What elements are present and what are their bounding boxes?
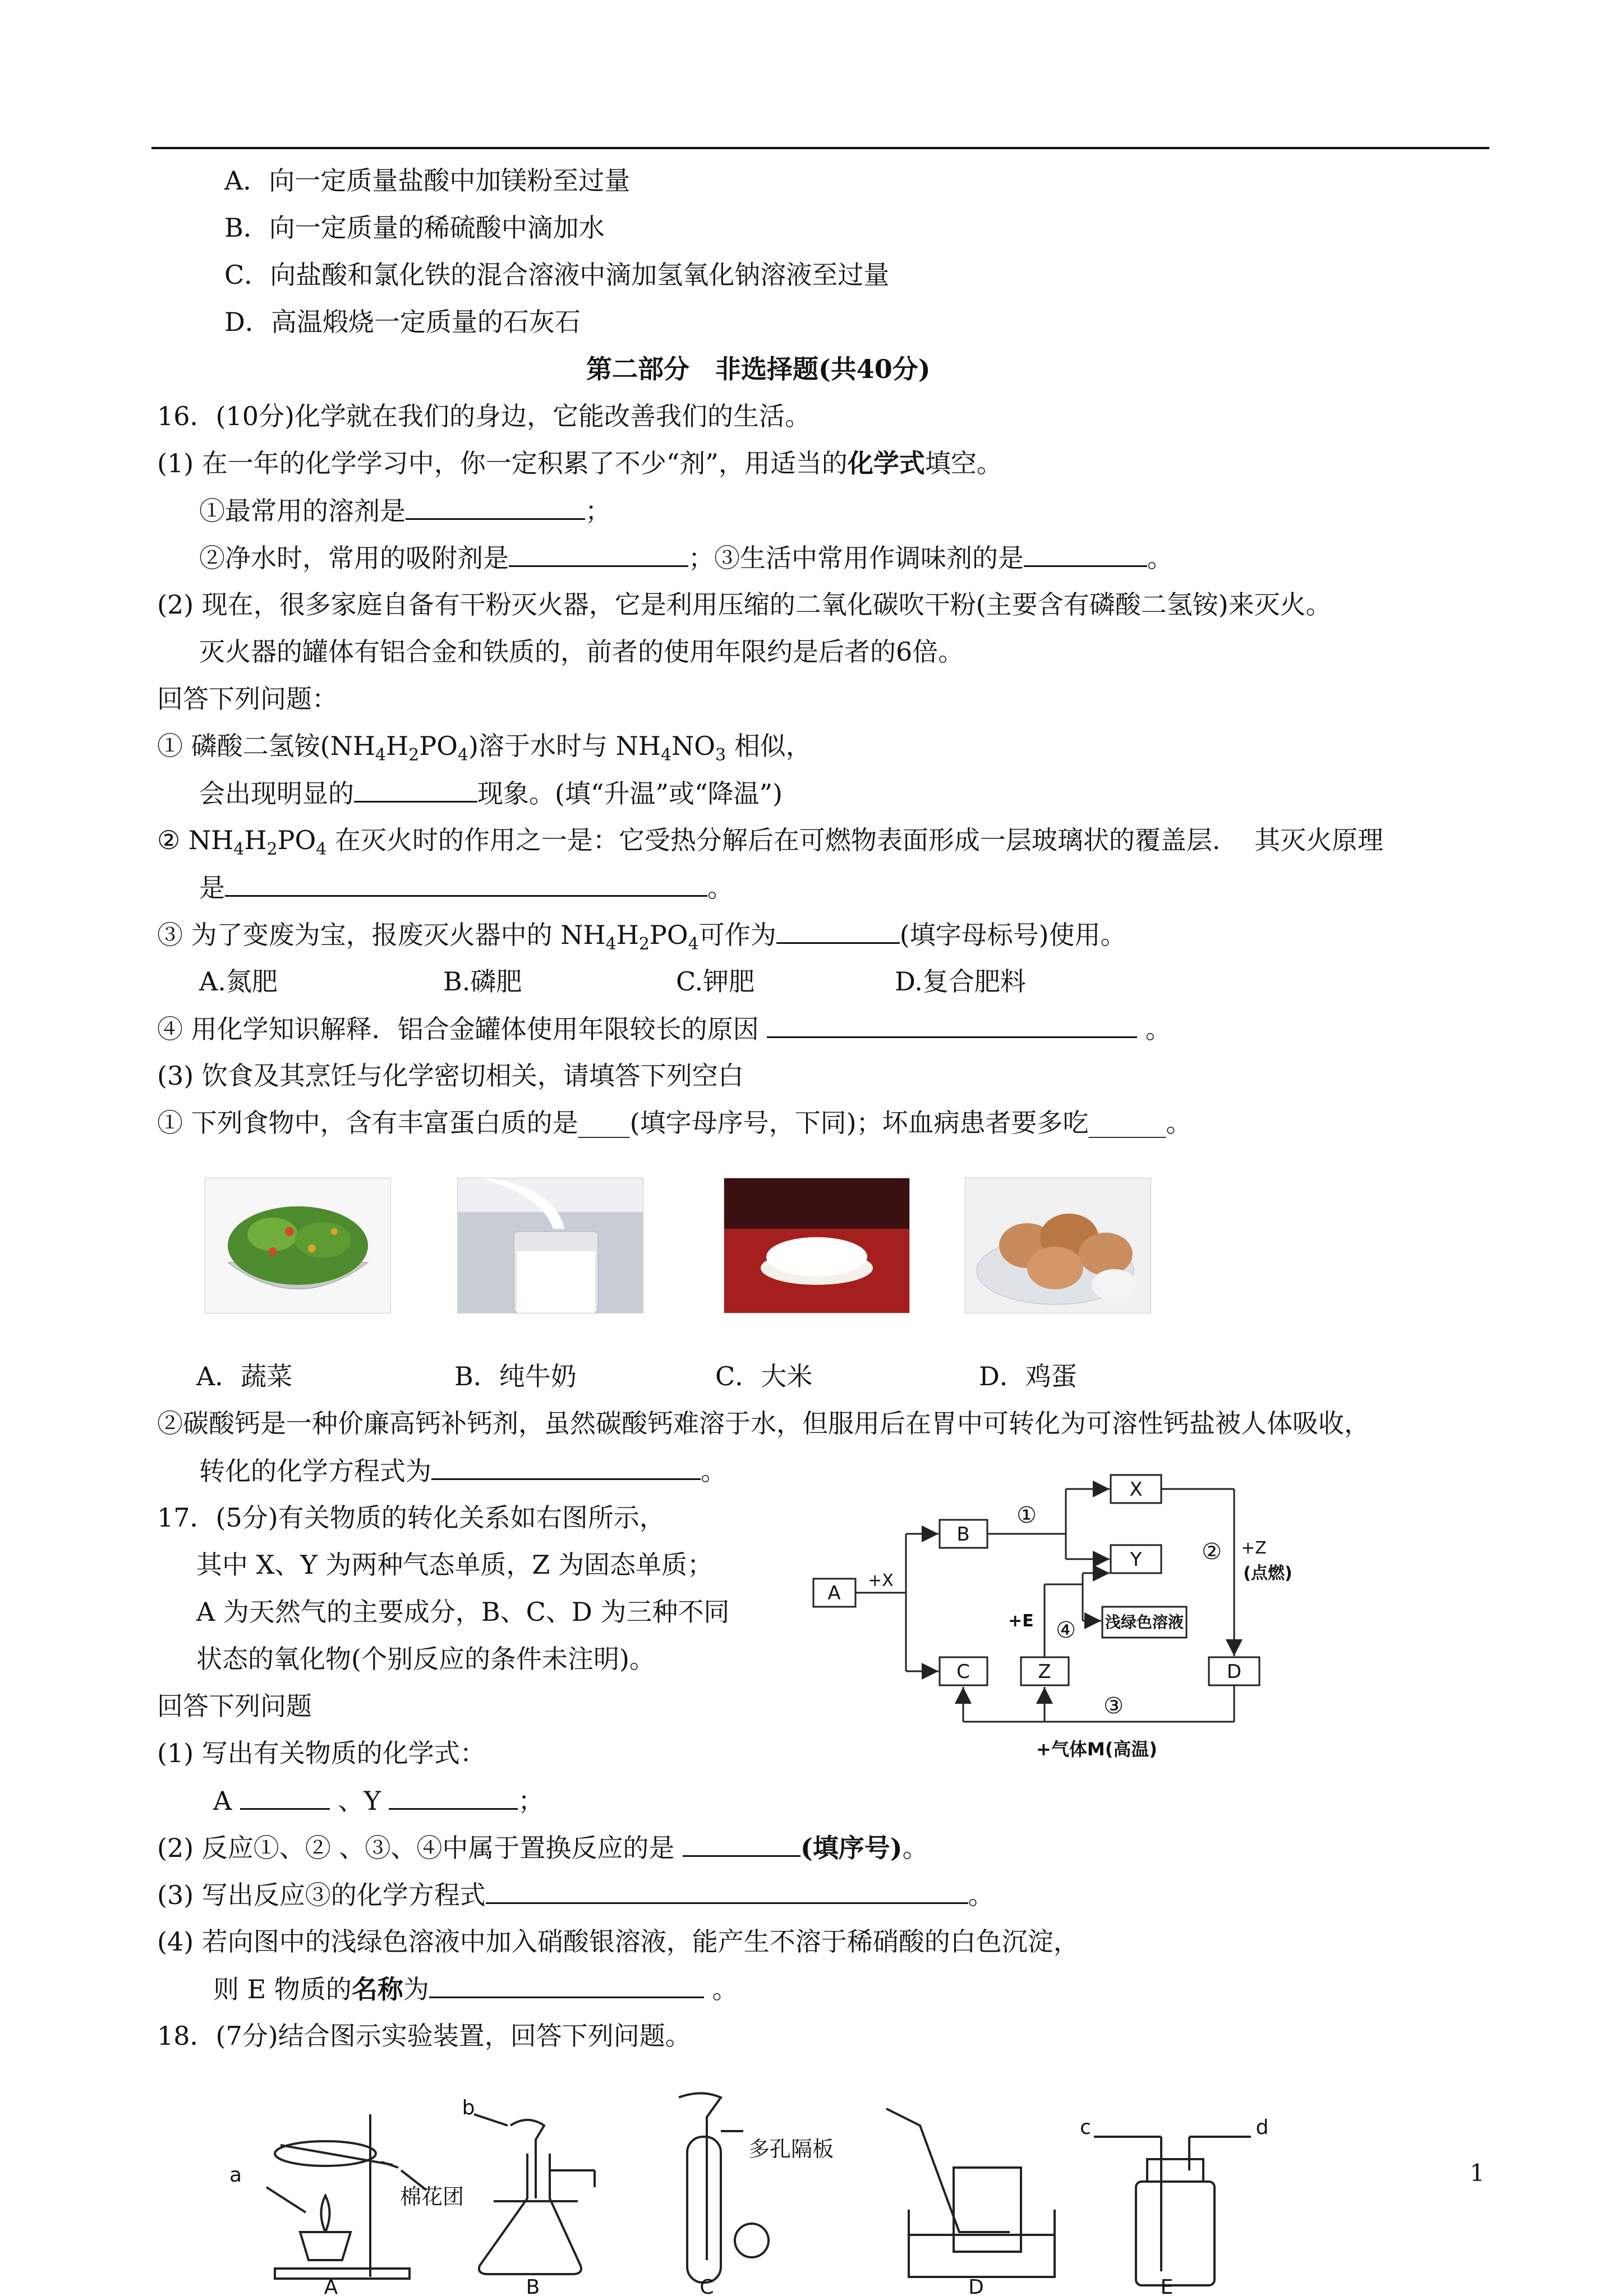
- label-reaction-1: ①: [1016, 1502, 1037, 1528]
- page-number: 1: [1470, 2159, 1485, 2187]
- apparatus-d: D: [968, 2276, 984, 2296]
- node-a: A: [827, 1582, 841, 1605]
- apparatus-e: E: [1160, 2276, 1174, 2296]
- label-reaction-4: ④: [1056, 1617, 1076, 1643]
- apparatus-b: B: [526, 2276, 540, 2296]
- q16-sub1-line2: 会出现明显的 现象。(填“升温”或“降温”): [199, 776, 783, 810]
- answer-blank[interactable]: [1024, 541, 1147, 567]
- section-2-title: 第二部分 非选择题(共40分): [586, 354, 931, 384]
- q15-option-a: A．向一定质量盐酸中加镁粉至过量: [224, 165, 631, 196]
- salad-image: [205, 1178, 391, 1313]
- q15-option-b: B．向一定质量的稀硫酸中滴加水: [224, 213, 605, 243]
- node-b: B: [956, 1523, 970, 1546]
- q17-q1: (1) 写出有关物质的化学式：: [157, 1738, 486, 1768]
- q17-prompt: 回答下列问题: [157, 1691, 312, 1721]
- food-label-c: C．大米: [715, 1361, 813, 1391]
- q16-part1: (1) 在一年的化学学习中，你一定积累了不少“剂”，用适当的化学式填空。: [157, 448, 1002, 478]
- answer-blank[interactable]: [509, 541, 688, 567]
- apparatus-figure: [213, 2092, 1335, 2296]
- q16-sub1-line1: ① 磷酸二氢铵$(NH_4H_2PO_4)$溶于水时与 $NH_4NO_3$ 相似，: [157, 731, 812, 766]
- q17-q1-answers: A 、Y ；: [213, 1783, 544, 1818]
- label-plus-x: +X: [868, 1571, 894, 1590]
- header-rule: [151, 147, 1489, 149]
- node-c: C: [956, 1661, 970, 1683]
- label-a: a: [229, 2164, 242, 2187]
- food-label-d: D．鸡蛋: [979, 1361, 1077, 1391]
- node-y: Y: [1130, 1548, 1142, 1571]
- fertilizer-option-c: C.钾肥: [676, 966, 755, 997]
- answer-blank[interactable]: [683, 1831, 801, 1857]
- apparatus-a: A: [324, 2276, 338, 2296]
- label-cotton: 棉花团: [399, 2184, 464, 2209]
- rice-image: [724, 1178, 910, 1313]
- fertilizer-option-a: A.氮肥: [199, 966, 278, 997]
- q17-stem-2: 其中 X、Y 为两种气态单质，Z 为固态单质；: [196, 1550, 713, 1580]
- q17-stem-1: 17．(5分)有关物质的转化关系如右图所示，: [157, 1502, 665, 1533]
- q16-stem: 16．(10分)化学就在我们的身边，它能改善我们的生活。: [157, 401, 811, 431]
- q16-part2-line2: 灭火器的罐体有铝合金和铁质的，前者的使用年限约是后者的6倍。: [199, 637, 964, 667]
- label-plus-e: +E: [1008, 1611, 1034, 1631]
- node-x: X: [1129, 1478, 1143, 1501]
- answer-blank[interactable]: [354, 776, 477, 803]
- q16-part2-line1: (2) 现在，很多家庭自备有干粉灭火器，它是利用压缩的二氧化碳吹干粉(主要含有磷酸二氢铵)来灭火。: [157, 589, 1332, 620]
- q17-q2: (2) 反应①、② 、③、④中属于置换反应的是 (填序号)。: [157, 1831, 928, 1865]
- label-ignite: (点燃): [1243, 1564, 1292, 1583]
- q16-part1-a: ①最常用的溶剂是 ；: [199, 494, 611, 528]
- q16-sub3: ③ 为了变废为宝，报废灭火器中的 $NH_4H_2PO_4$可作为 (填字母标号)使用。: [157, 918, 1126, 961]
- apparatus-c: C: [700, 2276, 714, 2296]
- q17-q3: (3) 写出反应③的化学方程式 。: [157, 1878, 994, 1912]
- answer-blank[interactable]: [429, 1972, 704, 1998]
- food-label-b: B．纯牛奶: [454, 1361, 577, 1391]
- food-label-a: A．蔬菜: [196, 1361, 293, 1391]
- q17-q4-line1: (4) 若向图中的浅绿色溶液中加入硝酸银溶液，能产生不溶于稀硝酸的白色沉淀，: [157, 1926, 1079, 1957]
- answer-blank[interactable]: [431, 1454, 701, 1480]
- answer-prompt: 回答下列问题：: [157, 684, 338, 714]
- q16-part3-2-line1: ②碳酸钙是一种价廉高钙补钙剂，虽然碳酸钙难溶于水，但服用后在胃中可转化为可溶性钙盐被人体吸收，: [157, 1408, 1370, 1439]
- label-plus-z: +Z: [1241, 1538, 1267, 1558]
- label-gas-m: +气体M(高温): [1036, 1739, 1157, 1760]
- node-solution: 浅绿色溶液: [1105, 1613, 1184, 1631]
- answer-blank[interactable]: [406, 494, 585, 520]
- label-b: b: [462, 2096, 475, 2119]
- q17-stem-3: A 为天然气的主要成分，B、C、D 为三种不同: [196, 1597, 730, 1627]
- answer-blank[interactable]: [776, 918, 900, 944]
- answer-blank[interactable]: [486, 1878, 968, 1904]
- conversion-diagram: [802, 1458, 1318, 1772]
- eggs-image: [965, 1178, 1151, 1313]
- q16-part3: (3) 饮食及其烹饪与化学密切相关，请填答下列空白: [157, 1061, 744, 1091]
- node-d: D: [1226, 1661, 1242, 1683]
- label-porous-plate: 多孔隔板: [748, 2137, 834, 2161]
- q17-stem-4: 状态的氧化物(个别反应的条件未注明)。: [196, 1644, 655, 1674]
- answer-blank[interactable]: [389, 1783, 518, 1810]
- fertilizer-option-b: B.磷肥: [443, 966, 522, 997]
- q16-sub4: ④ 用化学知识解释．铝合金罐体使用年限较长的原因 。: [157, 1012, 1171, 1046]
- answer-blank[interactable]: [767, 1012, 1137, 1038]
- q18-stem: 18．(7分)结合图示实验装置，回答下列问题。: [157, 2021, 691, 2051]
- fertilizer-option-d: D.复合肥料: [895, 966, 1026, 997]
- q16-part1-b: ②净水时，常用的吸附剂是 ；③生活中常用作调味剂的是 。: [199, 541, 1173, 575]
- label-d: d: [1255, 2116, 1269, 2139]
- q16-part3-2-line2: 转化的化学方程式为 。: [199, 1454, 726, 1488]
- q15-option-d: D．高温煅烧一定质量的石灰石: [224, 307, 581, 337]
- answer-blank[interactable]: [240, 1783, 330, 1810]
- answer-blank[interactable]: [225, 870, 707, 897]
- label-reaction-3: ③: [1103, 1693, 1124, 1719]
- q15-option-c: C．向盐酸和氯化铁的混合溶液中滴加氢氧化钠溶液至过量: [224, 260, 890, 290]
- q16-sub2-line2: 是 。: [199, 870, 733, 905]
- node-z: Z: [1038, 1661, 1051, 1683]
- q16-sub2-line1: ② $NH_4H_2PO_4$ 在灭火时的作用之一是：它受热分解后在可燃物表面形成一层玻璃状的覆盖层. 其灭火原理: [157, 825, 1384, 860]
- q17-q4-line2: 则 E 物质的名称为 。: [213, 1972, 738, 2006]
- label-reaction-2: ②: [1202, 1539, 1222, 1565]
- label-c: c: [1080, 2116, 1091, 2139]
- q16-part3-1: ① 下列食物中，含有丰富蛋白质的是____(填字母序号，下同)；坏血病患者要多吃______。: [157, 1108, 1192, 1138]
- milk-image: [457, 1178, 643, 1313]
